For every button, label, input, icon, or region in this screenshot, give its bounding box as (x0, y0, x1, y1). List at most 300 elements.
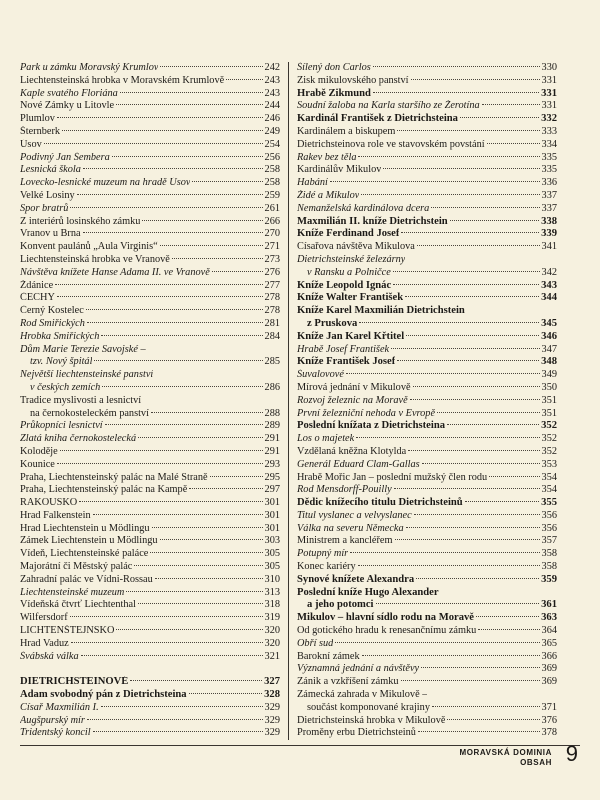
toc-entry[interactable] (297, 612, 557, 625)
toc-entry[interactable] (20, 535, 280, 548)
toc-entry-page: 266 (264, 215, 280, 227)
toc-entry-page: 286 (264, 381, 280, 393)
toc-entry[interactable] (20, 267, 280, 280)
toc-entry-page: 258 (264, 164, 280, 176)
toc-entry-page: 305 (264, 548, 280, 560)
toc-entry[interactable] (297, 177, 557, 190)
toc-entry[interactable] (297, 727, 557, 740)
toc-entry[interactable] (20, 676, 280, 689)
toc-entry-title: Kounice (20, 458, 55, 470)
toc-entry-page: 332 (541, 113, 557, 125)
toc-entry[interactable] (20, 420, 280, 433)
dot-leader (57, 463, 263, 464)
toc-entry-page: 329 (264, 727, 280, 739)
toc-entry[interactable] (297, 152, 557, 165)
toc-entry[interactable] (20, 459, 280, 472)
section-spacer (20, 663, 280, 676)
toc-entry[interactable] (297, 88, 557, 101)
toc-entry-title: Kníže František Josef (297, 356, 396, 368)
dot-leader (83, 168, 263, 169)
toc-entry-title: Konec kariéry (297, 561, 356, 573)
dot-leader (112, 156, 263, 157)
toc-entry-page: 348 (541, 356, 557, 368)
toc-entry[interactable] (297, 510, 557, 523)
toc-entry-title: součást komponované krajiny (307, 701, 430, 713)
toc-entry[interactable] (297, 446, 557, 459)
toc-entry[interactable] (297, 356, 557, 369)
toc-entry[interactable] (20, 88, 280, 101)
toc-entry[interactable] (20, 587, 280, 600)
toc-entry-page: 295 (264, 471, 280, 483)
toc-entry-title: Dům Marie Terezie Savojské – (20, 343, 146, 355)
toc-entry-title: Liechtensteinská hrobka ve Vranově (20, 253, 170, 265)
toc-entry[interactable] (20, 382, 280, 395)
toc-entry[interactable] (20, 344, 280, 357)
toc-entry-title: Císařova návštěva Mikulova (297, 241, 415, 253)
toc-entry[interactable] (20, 497, 280, 510)
toc-entry-title: Praha, Liechtensteinský palác na Kampě (20, 484, 188, 496)
toc-entry[interactable] (297, 676, 557, 689)
toc-entry-title: Hrabě Josef František (297, 343, 390, 355)
toc-entry-page: 354 (541, 471, 557, 483)
toc-entry-title: Spor bratrů (20, 202, 69, 214)
toc-entry-title: Vídeň, Liechtensteinské paláce (20, 548, 149, 560)
toc-entry-page: 310 (264, 573, 280, 585)
toc-entry[interactable] (20, 446, 280, 459)
dot-leader (71, 642, 263, 643)
toc-entry-title: Soudní žaloba na Karla staršího ze Žerotína (297, 100, 480, 112)
toc-entry-title: Dědic knížecího titulu Dietrichsteinů (297, 497, 463, 509)
dot-leader (405, 296, 539, 297)
toc-entry-page: 351 (541, 394, 557, 406)
toc-entry[interactable] (297, 100, 557, 113)
toc-entry[interactable] (297, 164, 557, 177)
toc-entry[interactable] (297, 574, 557, 587)
toc-entry[interactable] (297, 420, 557, 433)
toc-entry-title: RAKOUSKO (20, 497, 78, 509)
toc-entry-title: v českých zemích (30, 381, 101, 393)
dot-leader (358, 565, 540, 566)
toc-entry-page: 337 (541, 202, 557, 214)
toc-entry-page: 242 (264, 62, 280, 73)
toc-entry-title: Generál Eduard Clam-Gallas (297, 458, 420, 470)
toc-entry[interactable] (20, 318, 280, 331)
toc-entry-page: 320 (264, 637, 280, 649)
toc-entry[interactable] (20, 75, 280, 88)
toc-entry[interactable] (297, 113, 557, 126)
toc-entry-title: Šuvalovové (297, 369, 344, 381)
toc-entry-title: Vídeňská čtvrť Liechtenthal (20, 599, 136, 611)
toc-entry-title: Park u zámku Moravský Krumlov (20, 62, 159, 73)
toc-entry-title: Zámecká zahrada v Mikulově – (297, 689, 428, 701)
toc-entry[interactable] (20, 113, 280, 126)
dot-leader (373, 66, 540, 67)
column-divider (288, 62, 289, 740)
toc-entry[interactable] (20, 369, 280, 382)
toc-entry-page: 331 (541, 100, 557, 112)
toc-entry-title: Vzdělaná kněžna Klotylda (297, 445, 407, 457)
dot-leader (394, 488, 540, 489)
dot-leader (101, 706, 263, 707)
toc-entry-page: 335 (541, 164, 557, 176)
dot-leader (450, 220, 539, 221)
dot-leader (395, 539, 540, 540)
toc-entry[interactable] (20, 638, 280, 651)
toc-entry-page: 339 (541, 228, 557, 240)
toc-entry-page: 321 (264, 650, 280, 662)
toc-entry-title: Zámek Liechtenstein u Mödlingu (20, 535, 158, 547)
toc-entry[interactable] (20, 472, 280, 485)
toc-entry[interactable] (20, 331, 280, 344)
dot-leader (447, 719, 539, 720)
toc-entry[interactable] (297, 318, 557, 331)
toc-entry[interactable] (297, 702, 557, 715)
toc-entry-title: Kníže Ferdinand Josef (297, 228, 400, 240)
toc-entry-page: 320 (264, 625, 280, 637)
toc-entry-page: 357 (541, 535, 557, 547)
dot-leader (160, 245, 263, 246)
toc-entry-title: Návštěva knížete Hanse Adama II. ve Vranově (20, 266, 210, 278)
toc-entry-title: ČECHY (20, 292, 55, 304)
dot-leader (210, 476, 263, 477)
toc-entry-page: 366 (541, 650, 557, 662)
toc-entry-title: Lovecko-lesnické muzeum na hradě Úsov (20, 177, 191, 189)
dot-leader (57, 117, 263, 118)
toc-entry-page: 259 (264, 189, 280, 201)
toc-entry-title: Zlatá kniha černokostelecká (20, 433, 137, 445)
toc-entry-title: Dietrichsteinská hrobka v Mikulově (297, 714, 446, 726)
toc-entry-title: Los o majetek (297, 433, 355, 445)
toc-entry[interactable] (297, 305, 557, 318)
toc-entry-title: Majorátní či Městský palác (20, 561, 133, 573)
toc-entry-page: 358 (541, 561, 557, 573)
toc-entry[interactable] (20, 612, 280, 625)
toc-entry[interactable] (297, 292, 557, 305)
toc-entry-page: 378 (541, 727, 557, 739)
toc-entry-page: 278 (264, 292, 280, 304)
toc-entry[interactable] (297, 228, 557, 241)
toc-entry-page: 261 (264, 202, 280, 214)
dot-leader (226, 79, 262, 80)
toc-entry[interactable] (297, 139, 557, 152)
toc-entry[interactable] (297, 548, 557, 561)
toc-entry-page: 329 (264, 714, 280, 726)
toc-entry-title: z Pruskova (307, 317, 358, 329)
toc-entry-page: 327 (264, 676, 280, 688)
dot-leader (487, 143, 540, 144)
toc-entry-page: 346 (541, 330, 557, 342)
toc-entry[interactable] (297, 484, 557, 497)
toc-entry-title: Koloděje (20, 445, 58, 457)
toc-entry-page: 278 (264, 305, 280, 317)
toc-entry-page: 347 (541, 343, 557, 355)
toc-entry[interactable] (297, 190, 557, 203)
toc-entry[interactable] (20, 702, 280, 715)
toc-entry-title: Černý Kostelec (20, 305, 84, 317)
toc-entry-page: 258 (264, 177, 280, 189)
toc-entry-title: Augšpurský mír (20, 714, 85, 726)
toc-entry-page: 284 (264, 330, 280, 342)
toc-entry-page: 329 (264, 701, 280, 713)
toc-entry[interactable] (297, 587, 557, 600)
toc-entry[interactable] (20, 408, 280, 421)
dot-leader (421, 667, 539, 668)
toc-entry[interactable] (297, 344, 557, 357)
toc-entry[interactable] (297, 472, 557, 485)
toc-entry-title: Rod Mensdorff-Pouilly (297, 484, 392, 496)
toc-entry-page: 371 (541, 701, 557, 713)
toc-entry-page: 256 (264, 151, 280, 163)
toc-entry[interactable] (297, 651, 557, 664)
toc-entry[interactable] (20, 395, 280, 408)
toc-entry[interactable] (20, 599, 280, 612)
toc-entry[interactable] (20, 727, 280, 740)
toc-entry[interactable] (297, 663, 557, 676)
dot-leader (138, 603, 263, 604)
toc-entry-title: Liechtensteinská hrobka v Moravském Krumlově (20, 74, 225, 86)
toc-entry-page: 246 (264, 113, 280, 125)
dot-leader (478, 629, 539, 630)
toc-entry-page: 337 (541, 189, 557, 201)
toc-entry-page: 318 (264, 599, 280, 611)
toc-entry[interactable] (20, 548, 280, 561)
toc-entry[interactable] (20, 228, 280, 241)
toc-entry-page: 333 (541, 125, 557, 137)
toc-entry[interactable] (20, 254, 280, 267)
toc-entry[interactable] (297, 408, 557, 421)
toc-entry-title: Kníže Walter František (297, 292, 404, 304)
toc-entry-page: 330 (541, 62, 557, 73)
toc-entry-title: Liechtensteinské muzeum (20, 586, 125, 598)
toc-entry[interactable] (297, 62, 557, 75)
dot-leader (44, 143, 263, 144)
dot-leader (406, 335, 539, 336)
toc-entry-page: 358 (541, 548, 557, 560)
toc-entry[interactable] (297, 497, 557, 510)
dot-leader (482, 104, 540, 105)
dot-leader (460, 117, 539, 118)
dot-leader (70, 616, 263, 617)
toc-entry-page: 351 (541, 407, 557, 419)
toc-entry[interactable] (20, 625, 280, 638)
toc-entry-page: 291 (264, 445, 280, 457)
dot-leader (393, 284, 539, 285)
toc-entry[interactable] (20, 203, 280, 216)
toc-entry-title: Potupný mír (297, 548, 349, 560)
toc-entry[interactable] (297, 203, 557, 216)
dot-leader (60, 450, 263, 451)
toc-entry-page: 363 (541, 612, 557, 624)
toc-entry-page: 336 (541, 177, 557, 189)
toc-entry-page: 344 (541, 292, 557, 304)
toc-entry-title: Šílený don Carlos (297, 62, 371, 73)
toc-entry-title: Švábská válka (20, 650, 79, 662)
toc-entry-title: Kardinálův Mikulov (297, 164, 382, 176)
toc-entry[interactable] (20, 190, 280, 203)
dot-leader (57, 296, 263, 297)
toc-entry-page: 277 (264, 279, 280, 291)
dot-leader (418, 731, 540, 732)
toc-entry-title: Dietrichsteinova role ve stavovském povstání (297, 138, 485, 150)
toc-entry[interactable] (20, 561, 280, 574)
toc-entry-title: Rakev bez těla (297, 151, 357, 163)
toc-entry-page: 341 (541, 241, 557, 253)
toc-entry[interactable] (297, 216, 557, 229)
toc-entry-page: 334 (541, 138, 557, 150)
toc-entry[interactable] (297, 638, 557, 651)
toc-entry-page: 365 (541, 637, 557, 649)
toc-entry[interactable] (297, 535, 557, 548)
toc-entry-title: Obří sud (297, 637, 334, 649)
dot-leader (70, 207, 262, 208)
toc-entry[interactable] (20, 216, 280, 229)
toc-entry-page: 276 (264, 266, 280, 278)
toc-entry-title: Plumlov (20, 113, 55, 125)
dot-leader (152, 527, 263, 528)
toc-entry[interactable] (297, 75, 557, 88)
toc-entry[interactable] (20, 574, 280, 587)
toc-entry[interactable] (297, 433, 557, 446)
toc-entry[interactable] (20, 292, 280, 305)
dot-leader (383, 168, 539, 169)
dot-leader (151, 412, 263, 413)
toc-entry[interactable] (20, 356, 280, 369)
toc-entry[interactable] (297, 382, 557, 395)
toc-entry[interactable] (297, 331, 557, 344)
toc-entry-page: 338 (541, 215, 557, 227)
toc-entry-page: 356 (541, 509, 557, 521)
toc-entry[interactable] (297, 254, 557, 267)
toc-entry[interactable] (20, 100, 280, 113)
dot-leader (393, 271, 540, 272)
toc-entry[interactable] (20, 689, 280, 702)
toc-entry[interactable] (297, 126, 557, 139)
dot-leader (414, 514, 540, 515)
section-title: OBSAH (520, 758, 552, 767)
dot-leader (406, 527, 540, 528)
toc-entry[interactable] (297, 599, 557, 612)
toc-entry[interactable] (20, 164, 280, 177)
toc-entry[interactable] (297, 561, 557, 574)
toc-entry[interactable] (297, 241, 557, 254)
toc-entry-page: 353 (541, 458, 557, 470)
toc-entry-title: Židé a Mikulov (297, 189, 360, 201)
toc-entry[interactable] (20, 484, 280, 497)
dot-leader (116, 629, 262, 630)
toc-entry[interactable] (20, 715, 280, 728)
toc-entry[interactable] (20, 126, 280, 139)
toc-entry-page: 301 (264, 509, 280, 521)
toc-entry[interactable] (20, 651, 280, 664)
toc-entry[interactable] (20, 152, 280, 165)
dot-leader (94, 360, 262, 361)
toc-entry-page: 331 (541, 87, 557, 99)
toc-entry[interactable] (297, 395, 557, 408)
toc-entry[interactable] (297, 280, 557, 293)
dot-leader (79, 501, 262, 502)
toc-entry-page: 359 (541, 573, 557, 585)
toc-entry-title: Hrabě Zikmund (297, 87, 371, 99)
toc-entry-title: Konvent paulánů „Aula Virginis“ (20, 241, 158, 253)
toc-entry-title: Císař Maxmilián I. (20, 701, 99, 713)
toc-entry-title: Praha, Liechtensteinský palác na Malé Straně (20, 471, 208, 483)
dot-leader (87, 322, 263, 323)
dot-leader (356, 437, 539, 438)
toc-entry-title: Kaple svatého Floriána (20, 87, 118, 99)
toc-entry[interactable] (20, 177, 280, 190)
toc-entry-title: Zahradní palác ve Vídni-Rossau (20, 573, 153, 585)
toc-entry[interactable] (20, 241, 280, 254)
toc-entry-page: 297 (264, 484, 280, 496)
dot-leader (150, 552, 262, 553)
toc-entry-page: 352 (541, 445, 557, 457)
toc-entry[interactable] (20, 305, 280, 318)
dot-leader (102, 386, 262, 387)
toc-entry-page: 354 (541, 484, 557, 496)
toc-entry[interactable] (20, 62, 280, 75)
toc-entry-page: 281 (264, 317, 280, 329)
toc-entry[interactable] (297, 689, 557, 702)
toc-entry[interactable] (297, 715, 557, 728)
toc-entry-page: 361 (541, 599, 557, 611)
dot-leader (189, 693, 263, 694)
toc-entry-page: 328 (264, 689, 280, 701)
toc-entry[interactable] (297, 523, 557, 536)
toc-entry-title: na černokosteleckém panství (30, 407, 149, 419)
toc-entry-title: Tradice myslivosti a lesnictví (20, 394, 142, 406)
dot-leader (359, 322, 539, 323)
toc-entry-title: Hrad Liechtenstein u Mödlingu (20, 522, 150, 534)
dot-leader (401, 232, 539, 233)
dot-leader (397, 130, 539, 131)
toc-entry[interactable] (297, 625, 557, 638)
dot-leader (87, 719, 263, 720)
toc-entry-page: 271 (264, 241, 280, 253)
toc-entry[interactable] (20, 510, 280, 523)
dot-leader (391, 348, 539, 349)
toc-entry-page: 343 (541, 279, 557, 291)
toc-entry-page: 285 (264, 356, 280, 368)
toc-entry-title: Kníže Karel Maxmilián Dietrichstein (297, 305, 465, 317)
toc-entry-page: 349 (541, 369, 557, 381)
dot-leader (417, 245, 540, 246)
toc-entry-page: 288 (264, 407, 280, 419)
toc-entry-page: 331 (541, 74, 557, 86)
toc-entry[interactable] (20, 139, 280, 152)
toc-entry[interactable] (297, 459, 557, 472)
toc-entry[interactable] (297, 267, 557, 280)
toc-entry[interactable] (20, 523, 280, 536)
toc-entry-page: 249 (264, 125, 280, 137)
toc-entry-title: Dietrichsteinské železárny (297, 253, 406, 265)
toc-entry-title: Zisk mikulovského panství (297, 74, 409, 86)
dot-leader (83, 232, 263, 233)
dot-leader (93, 731, 263, 732)
toc-entry-title: LICHTENŠTEJNSKO (20, 625, 115, 637)
dot-leader (416, 578, 539, 579)
toc-entry-page: 356 (541, 522, 557, 534)
toc-entry[interactable] (20, 433, 280, 446)
dot-leader (130, 680, 262, 681)
toc-entry[interactable] (20, 280, 280, 293)
toc-entry-page: 350 (541, 381, 557, 393)
toc-entry-page: 291 (264, 433, 280, 445)
toc-entry-title: Kníže Jan Karel Křtitel (297, 330, 405, 342)
dot-leader (189, 488, 262, 489)
toc-entry[interactable] (297, 369, 557, 382)
toc-entry-page: 301 (264, 497, 280, 509)
toc-entry-page: 364 (541, 625, 557, 637)
